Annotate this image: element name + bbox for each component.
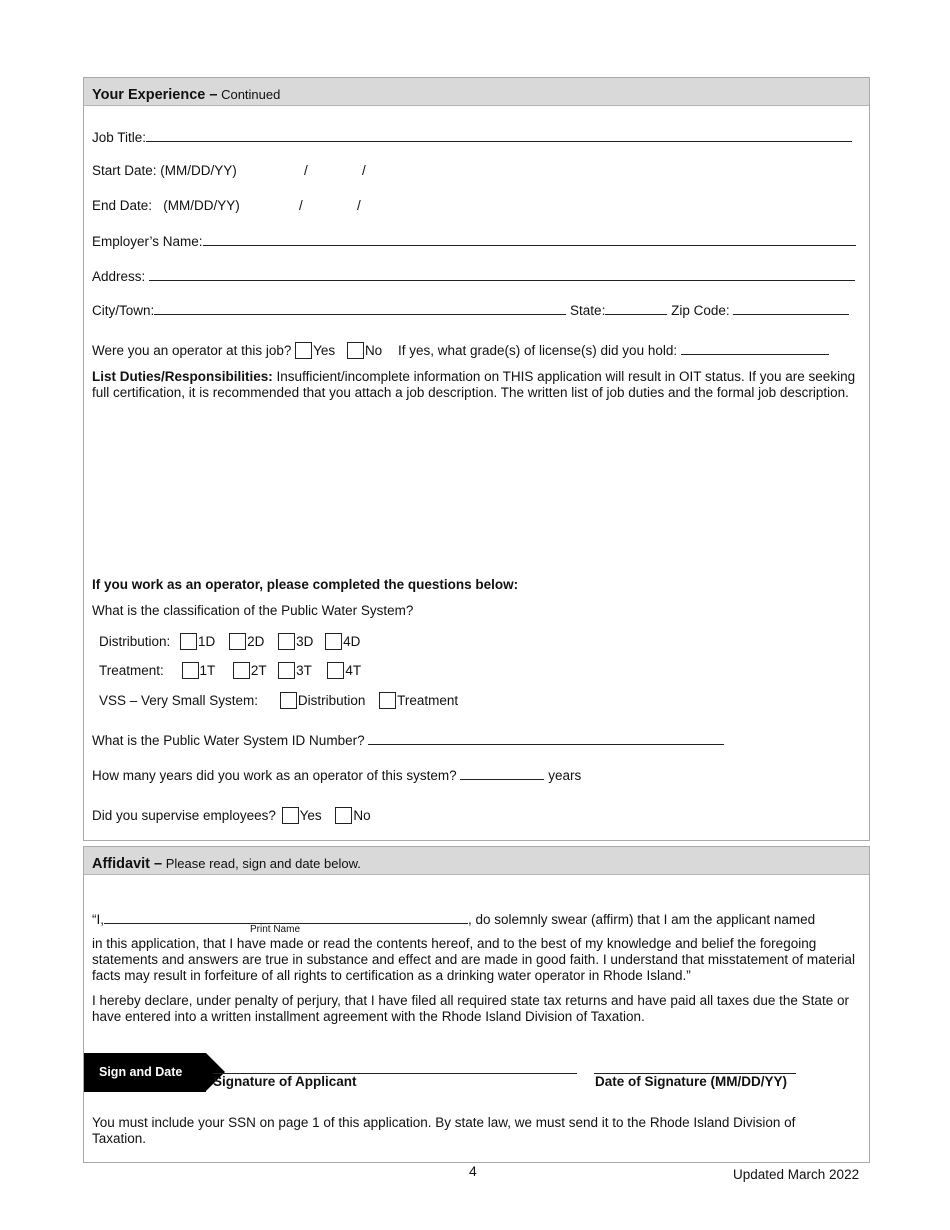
vss-label: VSS – Very Small System: (99, 693, 259, 708)
distribution-row (99, 633, 360, 650)
grade-field[interactable] (681, 342, 829, 355)
sign-and-date-text: Sign and Date (99, 1065, 183, 1079)
treatment-1t-label: 1T (199, 663, 216, 678)
zip-field[interactable] (733, 302, 849, 315)
duties-title: List Duties/Responsibilities: (92, 369, 273, 384)
distribution-1d-label: 1D (198, 634, 216, 649)
date-label: Date of Signature (MM/DD/YY) (595, 1074, 788, 1089)
treatment-2t-label: 2T (250, 663, 267, 678)
start-date-label: Start Date: (MM/DD/YY) (92, 163, 237, 178)
distribution-3d-checkbox[interactable] (278, 633, 295, 650)
distribution-2d-label: 2D (247, 634, 265, 649)
updated-date: Updated March 2022 (733, 1167, 860, 1182)
distribution-4d-label: 4D (343, 634, 361, 649)
operator-yes-label: Yes (313, 343, 336, 358)
operator-row (92, 342, 829, 359)
operator-no-checkbox[interactable] (347, 342, 364, 359)
distribution-2d-checkbox[interactable] (229, 633, 246, 650)
distribution-1d-checkbox[interactable] (180, 633, 197, 650)
end-date-row (92, 198, 361, 213)
duties-text: Insufficient/incomplete information on THIS application will result in OIT status. If you are seeking full certification, it is recommended that you attach a job description. The written list of job duties and the formal job description. (92, 369, 856, 400)
treatment-4t-checkbox[interactable] (327, 662, 344, 679)
operator-question: Were you an operator at this job? (92, 343, 292, 358)
signature-label: Signature of Applicant (213, 1074, 357, 1089)
treatment-2t-checkbox[interactable] (233, 662, 250, 679)
supervise-no-label: No (353, 808, 371, 823)
operator-yes-checkbox[interactable] (295, 342, 312, 359)
experience-header-subtitle: Continued (221, 87, 281, 102)
end-date-sep-1: / (299, 198, 303, 213)
city-field[interactable] (154, 302, 566, 315)
supervise-row (92, 807, 371, 824)
supervise-question: Did you supervise employees? (92, 808, 276, 823)
state-label: State: (570, 303, 606, 318)
print-name-field[interactable] (104, 911, 468, 924)
start-date-sep-1: / (304, 163, 308, 178)
zip-label: Zip Code: (671, 303, 730, 318)
pws-id-question: What is the Public Water System ID Number? (92, 733, 365, 748)
affidavit-header (84, 847, 869, 875)
print-name-caption: Print Name (250, 924, 301, 935)
employer-field[interactable] (203, 233, 856, 246)
years-field[interactable] (460, 767, 544, 780)
years-unit: years (548, 768, 582, 783)
address-label: Address: (92, 269, 146, 284)
city-label: City/Town: (92, 303, 155, 318)
affidavit-header-subtitle: Please read, sign and date below. (165, 856, 361, 871)
treatment-3t-label: 3T (296, 663, 312, 678)
affidavit-header-title: Affidavit – (92, 856, 163, 872)
distribution-3d-label: 3D (296, 634, 314, 649)
vss-distribution-label: Distribution (297, 693, 366, 708)
job-title-row (92, 129, 852, 145)
duties-paragraph (92, 369, 862, 401)
distribution-4d-checkbox[interactable] (325, 633, 342, 650)
experience-header-title: Your Experience – (92, 87, 218, 103)
operator-heading: If you work as an operator, please completed the questions below: (92, 577, 519, 592)
end-date-label: End Date: (MM/DD/YY) (92, 198, 240, 213)
years-question: How many years did you work as an operator of this system? (92, 768, 457, 783)
oath-continue: , do solemnly swear (affirm) that I am the applicant named (468, 912, 816, 927)
vss-treatment-label: Treatment (397, 693, 459, 708)
address-field[interactable] (149, 268, 855, 281)
vss-row (99, 692, 458, 709)
job-title-label: Job Title: (92, 130, 147, 145)
grade-question: If yes, what grade(s) of license(s) did you hold: (397, 343, 678, 358)
vss-distribution-checkbox[interactable] (280, 692, 297, 709)
experience-header (84, 78, 869, 106)
employer-label: Employer’s Name: (92, 234, 203, 249)
duties-answer-area[interactable] (92, 418, 862, 568)
pws-id-field[interactable] (368, 732, 724, 745)
start-date-sep-2: / (362, 163, 366, 178)
oath-open: “I, (92, 912, 104, 927)
treatment-4t-label: 4T (345, 663, 362, 678)
treatment-row (99, 662, 361, 679)
treatment-label: Treatment: (99, 663, 164, 678)
city-row (92, 302, 849, 318)
tax-declaration: I hereby declare, under penalty of perjury, that I have filed all required state tax returns and have paid all taxes due the State or have entered into a written installment agreement with the Rhode Island Division of Taxation. (92, 993, 849, 1024)
years-row (92, 767, 581, 783)
supervise-no-checkbox[interactable] (335, 807, 352, 824)
employer-row (92, 233, 856, 249)
supervise-yes-label: Yes (299, 808, 322, 823)
operator-no-label: No (364, 343, 383, 358)
job-title-field[interactable] (146, 129, 852, 142)
start-date-row (92, 163, 366, 178)
distribution-label: Distribution: (99, 634, 171, 649)
oath-body: in this application, that I have made or read the contents hereof, and to the best of my knowledge and belief the foregoing statements and answers are true in substance and effect and are made in good faith. I understand that misstatement of material facts may result in forfeiture of all rights to certification as a drinking water operator in Rhode Island.” (92, 936, 855, 983)
experience-section (83, 77, 870, 841)
affidavit-section (83, 846, 870, 1163)
supervise-yes-checkbox[interactable] (282, 807, 299, 824)
address-row (92, 268, 855, 284)
classification-question: What is the classification of the Public Water System? (92, 603, 414, 618)
sign-and-date-tag (84, 1053, 206, 1092)
page-number: 4 (469, 1163, 477, 1179)
vss-treatment-checkbox[interactable] (379, 692, 396, 709)
pws-id-row (92, 732, 724, 748)
oath-first-line (92, 911, 815, 927)
end-date-sep-2: / (357, 198, 361, 213)
treatment-1t-checkbox[interactable] (182, 662, 199, 679)
state-field[interactable] (605, 302, 667, 315)
treatment-3t-checkbox[interactable] (278, 662, 295, 679)
ssn-note: You must include your SSN on page 1 of this application. By state law, we must send it to the Rhode Island Division of Taxation. (92, 1115, 796, 1146)
